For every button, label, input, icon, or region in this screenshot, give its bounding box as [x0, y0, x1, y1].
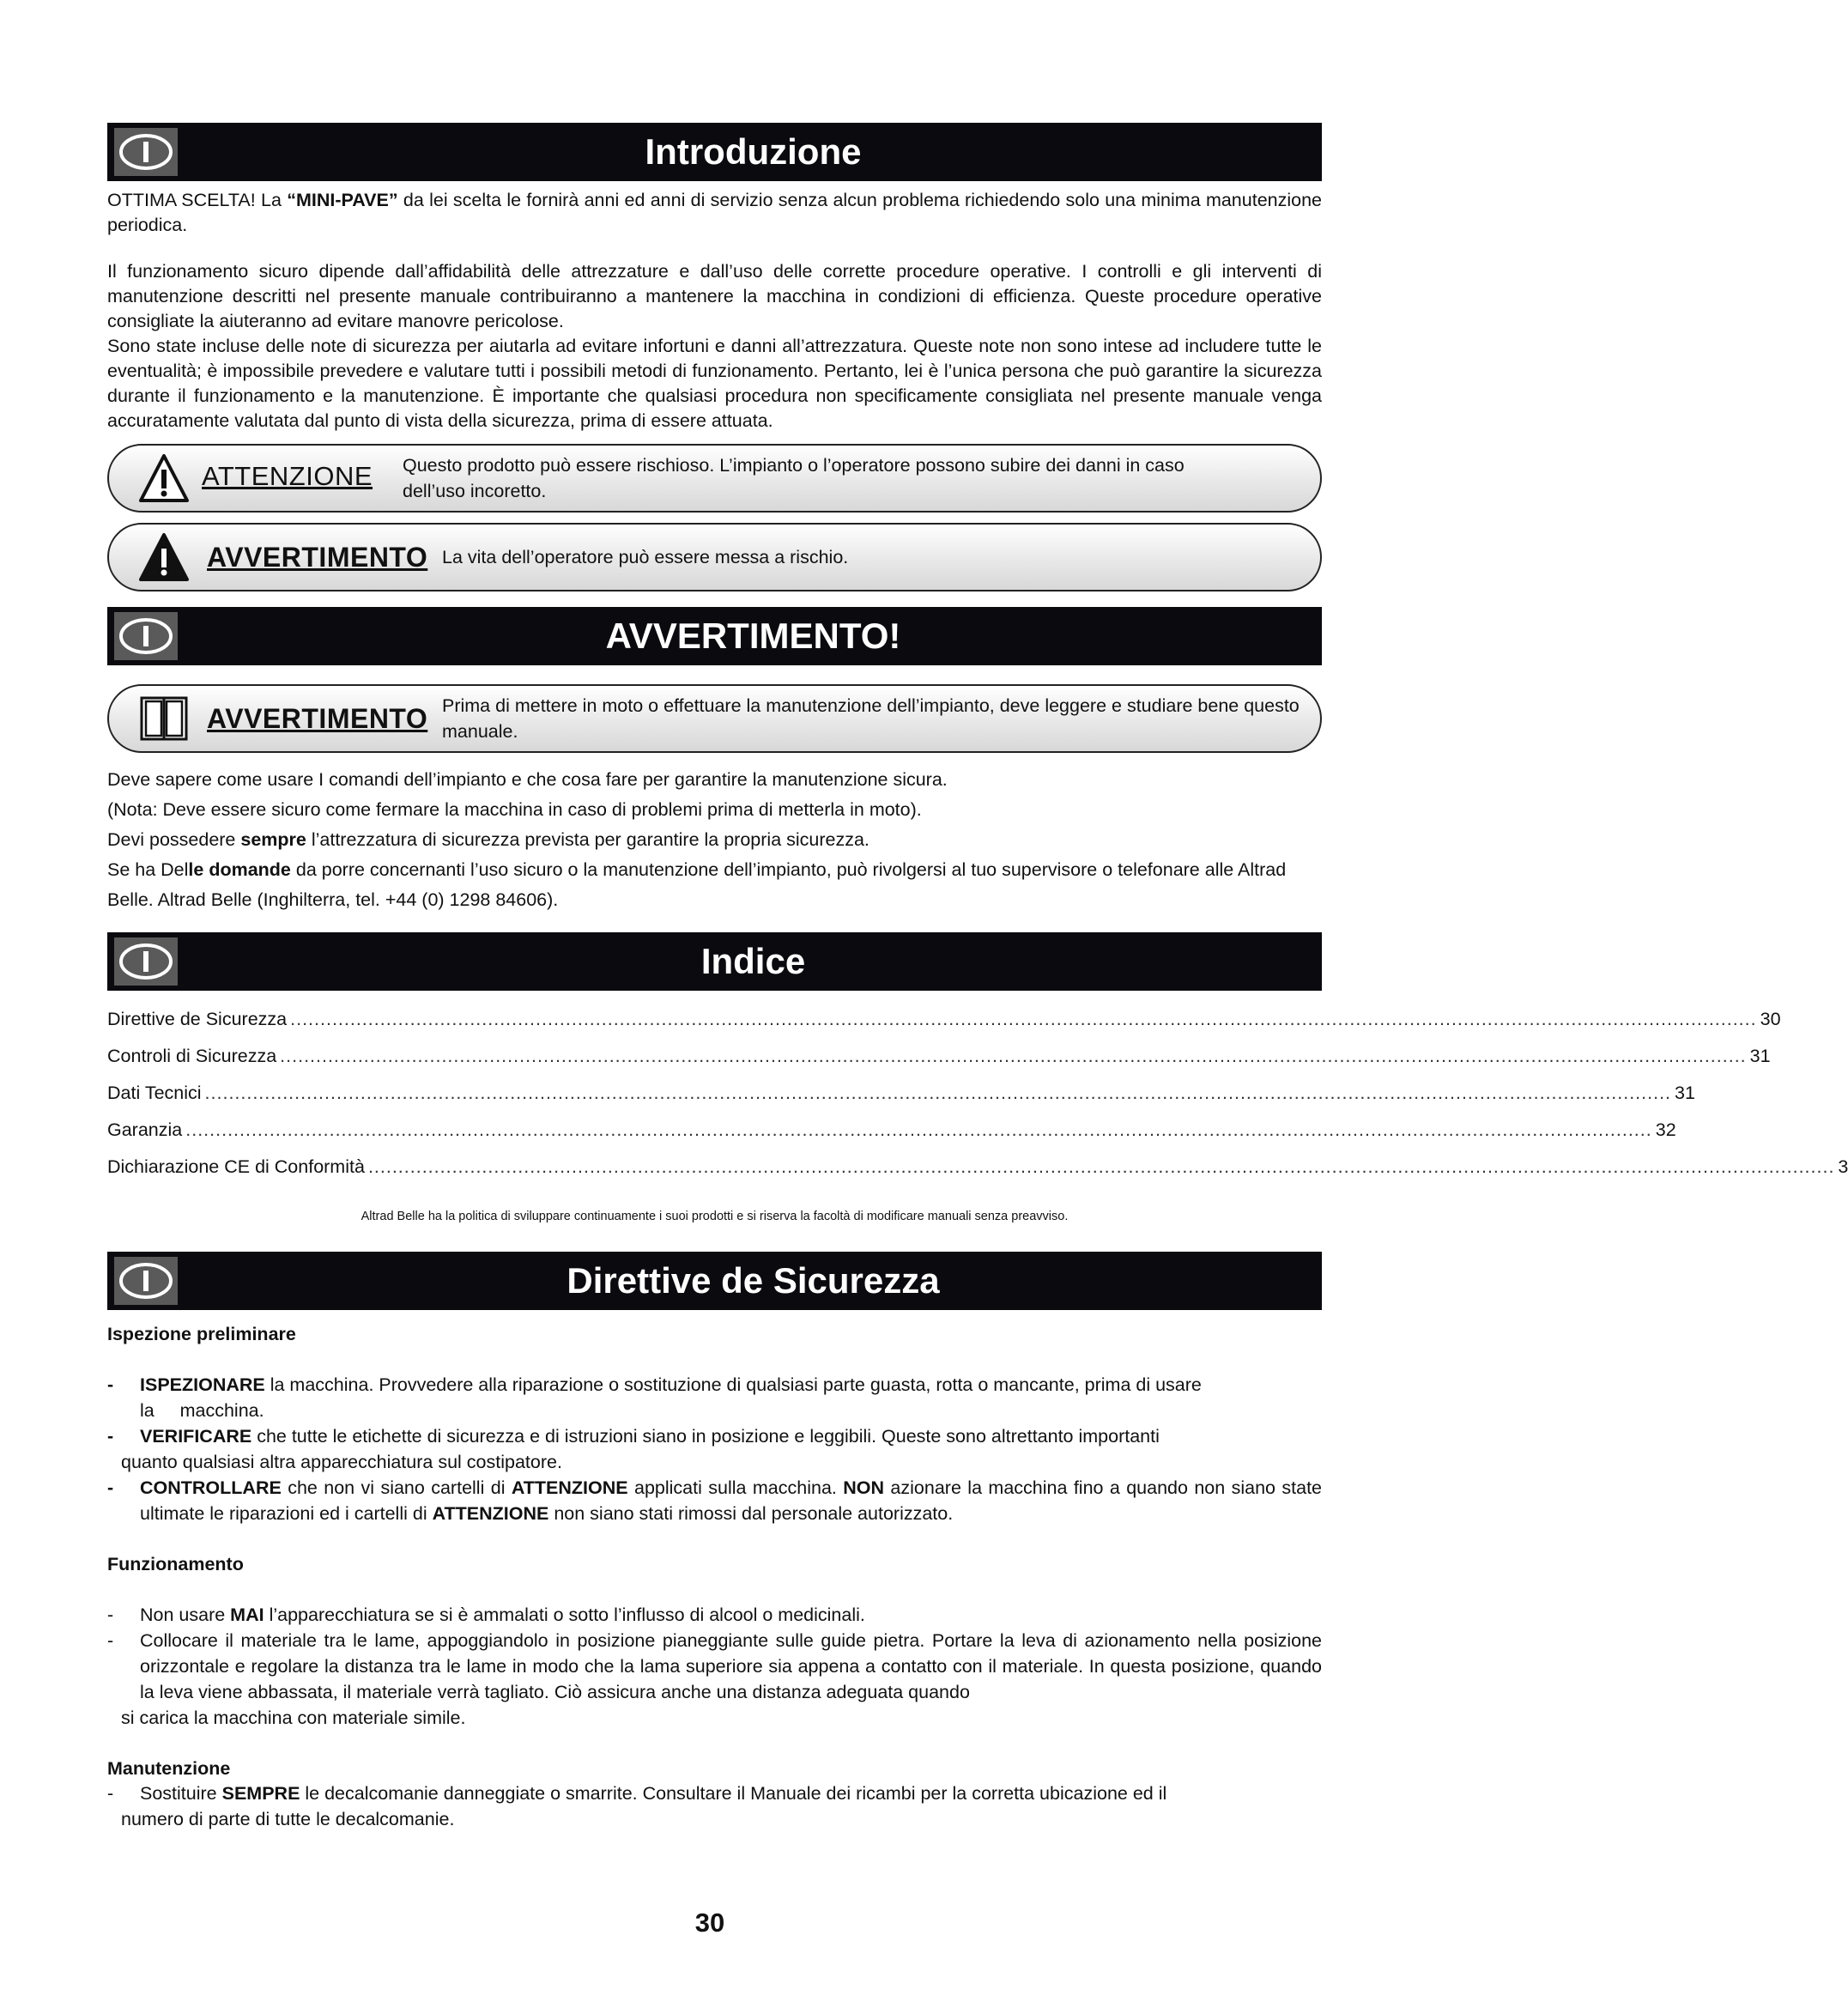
info-icon	[118, 1261, 174, 1301]
warning-line-4: Se ha Delle domande da porre concernanti l’uso sicuro o la manutenzione dell’impianto, può rivolgersi al tuo supervisore o telefonare alle Altrad Belle. Altrad Belle (Inghilterra, tel. +44 (0) 1298 84606).	[107, 859, 1287, 910]
section-title: Introduzione	[645, 131, 862, 172]
index-entry[interactable]: Direttive de Sicurezza ..................................................................................................................................................................................................................................................... 30	[107, 1009, 1781, 1029]
policy-notice: Altrad Belle ha la politica di sviluppare continuamente i suoi prodotti e si riserva la facoltà di modificare manuali senza preavviso.	[361, 1210, 1069, 1223]
attenzione-label: ATTENZIONE	[202, 461, 373, 491]
index-entry[interactable]: Controli di Sicurezza ..................................................................................................................................................................................................................................................... 31	[107, 1046, 1771, 1066]
bullet-controllare: - CONTROLLARE che non vi siano cartelli di ATTENZIONE applicati sulla macchina. NON azionare la macchina fino a quando non siano state ultimate le riparazioni ed i cartelli di ATTENZIONE non siano stati rimossi dal personale autorizzato.	[107, 1477, 1322, 1524]
index-entry[interactable]: Dichiarazione CE di Conformità ..................................................................................................................................................................................................................................................... 3	[107, 1156, 1848, 1177]
bullet-sostituire: - Sostituire SEMPRE le decalcomanie danneggiate o smarrite. Consultare il Manuale dei ricambi per la corretta ubicazione ed il numero di parte di tutte le decalcomanie.	[107, 1783, 1167, 1829]
bullet-ispezionare: - ISPEZIONARE la macchina. Provvedere alla riparazione o sostituzione di qualsiasi parte guasta, rotta o mancante, prima di usare la macchina.	[107, 1374, 1202, 1421]
section-header-direttive	[107, 1252, 1322, 1310]
warning-line-2: (Nota: Deve essere sicuro come fermare la macchina in caso di problemi prima di metterla in moto).	[107, 799, 922, 820]
manual-read-box	[107, 684, 1322, 753]
avvertimento-box	[107, 523, 1322, 591]
section-header-introduzione	[107, 123, 1322, 181]
section-title: AVVERTIMENTO!	[605, 616, 901, 656]
info-badge	[114, 937, 178, 986]
section-title: Indice	[700, 941, 806, 981]
section-header-indice	[107, 932, 1322, 991]
info-icon	[118, 942, 174, 981]
attenzione-text: Questo prodotto può essere rischioso. L’impianto o l’operatore possono subire dei danni in caso dell’uso incoretto.	[403, 455, 1185, 501]
bullet-non-usare: - Non usare MAI l’apparecchiatura se si è ammalati o sotto l’influsso di alcool o medicinali.	[107, 1605, 865, 1625]
danger-triangle-icon	[138, 531, 190, 583]
warning-line-1: Deve sapere come usare I comandi dell’impianto e che cosa fare per garantire la manutenzione sicura.	[107, 769, 948, 790]
info-badge	[114, 128, 178, 176]
intro-paragraph-3: Sono state incluse delle note di sicurezza per aiutarla ad evitare infortuni e danni all’attrezzatura. Queste note non sono intese ad includere tutte le eventualità; è impossibile prevedere e valutare tutti i possibili metodi di funzionamento. Pertanto, lei è l’unica persona che può garantire la sicurezza durante il funzionamento e la manutenzione. È importante che qualsiasi procedura non specificamente consigliata nel presente manuale venga accuratamente valutata dal punto di vista della sicurezza, prima di essere attuata.	[107, 336, 1322, 431]
avvertimento-text: La vita dell’operatore può essere messa a rischio.	[442, 547, 849, 567]
index-entry[interactable]: Garanzia ..................................................................................................................................................................................................................................................... 32	[107, 1119, 1676, 1140]
subheading-manutenzione: Manutenzione	[107, 1758, 231, 1779]
info-icon	[118, 616, 174, 656]
info-badge	[114, 1257, 178, 1305]
manual-read-label: AVVERTIMENTO	[207, 703, 428, 734]
warning-triangle-icon	[138, 452, 190, 504]
intro-paragraph-1: OTTIMA SCELTA! La “MINI-PAVE” da lei scelta le fornirà anni ed anni di servizio senza alcun problema richiedendo solo una minima manutenzione periodica.	[107, 190, 1323, 235]
subheading-ispezione: Ispezione preliminare	[107, 1324, 296, 1344]
info-icon	[118, 132, 174, 172]
section-header-avvertimento	[107, 607, 1322, 665]
attenzione-box	[107, 444, 1322, 513]
warning-line-3: Devi possedere sempre l’attrezzatura di sicurezza prevista per garantire la propria sicurezza.	[107, 829, 869, 850]
intro-paragraph-2: Il funzionamento sicuro dipende dall’affidabilità delle attrezzature e dall’uso delle corrette procedure operative. I controlli e gli interventi di manutenzione descritti nel presente manuale contribuiranno a mantenere la macchina in condizioni di efficienza. Queste procedure operative consigliate la aiuteranno ad evitare manovre pericolose.	[107, 261, 1322, 331]
manual-read-text: Prima di mettere in moto o effettuare la manutenzione dell’impianto, deve leggere e studiare bene questo manuale.	[442, 695, 1300, 742]
avvertimento-label: AVVERTIMENTO	[207, 542, 428, 573]
page-number: 30	[694, 1908, 725, 1938]
index-entry[interactable]: Dati Tecnici ..................................................................................................................................................................................................................................................... 31	[107, 1083, 1695, 1103]
section-title: Direttive de Sicurezza	[567, 1260, 940, 1301]
document-page	[107, 123, 1848, 1832]
subheading-funzionamento: Funzionamento	[107, 1554, 244, 1574]
bullet-verificare: - VERIFICARE che tutte le etichette di sicurezza e di istruzioni siano in posizione e leggibili. Queste sono altrettanto importanti quanto qualsiasi altra apparecchiatura sul costipatore.	[107, 1426, 1160, 1472]
index-list	[107, 1001, 1848, 1186]
info-badge	[114, 612, 178, 660]
bullet-collocare: - Collocare il materiale tra le lame, appoggiandolo in posizione pianeggiante sulle guide pietra. Portare la leva di azionamento nella posizione orizzontale e regolare la distanza tra le lame in modo che la lama superiore sia appena a contatto con il materiale. In questa posizione, quando la leva viene abbassata, il materiale verrà tagliato. Ciò assicura anche una distanza adeguata quando si carica la macchina con materiale simile.	[107, 1630, 1322, 1728]
book-icon	[138, 693, 190, 744]
